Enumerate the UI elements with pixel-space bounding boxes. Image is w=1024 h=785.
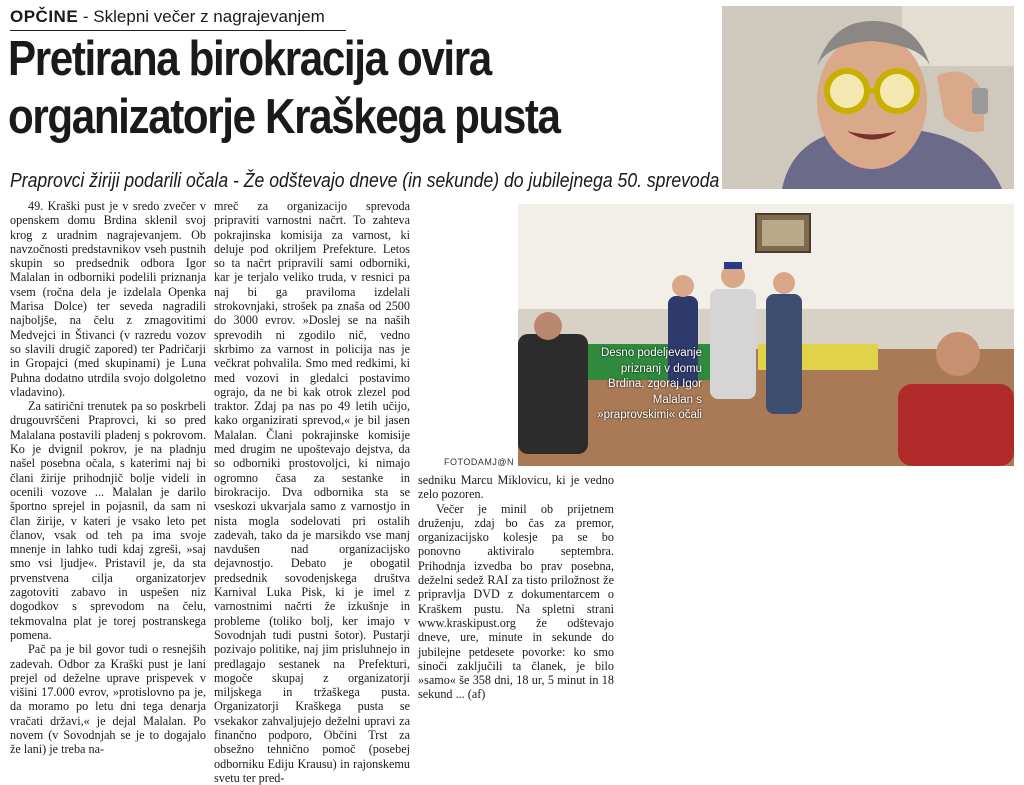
paragraph: Za satirični trenutek pa so poskrbeli drugouvrščeni Praprovci, ki so pred Malalana postavili pladenj s pokrovom. Ko je dvignil pokrov, je na pladnju našel posebna očala, s katerimi naj bi člani žirije prihodnjič bolje videli in ocenili vozove ... Malalan je darilo športno sprejel in pojasnil, da sam ni član žirije, v kateri je vsako leto pet članov, vsak od teh pa ima svoje mnenje in lahko tudi kdaj zgreši, »saj smo vsi ljudje«. Pristavil je, da sta prvenstvena cilja organizatorjev zagotoviti zabavo in uspešen niz dogodkov s sprevodom na čelu, tekmovalna plat je torej postranskega pomena.: [10, 399, 206, 642]
paragraph: sedniku Marcu Miklovicu, ki je vedno zelo pozoren.: [418, 473, 614, 502]
headline-line-1: Pretirana birokracija ovira: [8, 32, 491, 86]
headline-line-2: organizatorje Kraškega pusta: [8, 90, 560, 144]
section-kicker: [10, 6, 325, 28]
headline: [8, 30, 620, 146]
paragraph: mreč za organizacijo sprevoda pripraviti varnostni načrt. To zahteva pokrajinska komisija za varnost, ki deluje pod okriljem Prefekture. Letos so ta načrt pripravili sami odborniki, kar je terjalo veliko truda, v resnici pa naj bi ga praviloma izdelali strokovnjaki, strošek pa znaša od 2500 do 3000 evrov. »Doslej se na naših sprevodih ni zgodilo nič, vedno skrbimo za varnost in policija nas je večkrat pohvalila. Smo med redkimi, ki med vozovi in gledalci postavimo ograjo, da ne bi kak otrok zlezel pod traktor. Zdaj pa nas po 49 letih učijo, kako organizirati sprevod,« je bil jasen Malalan. Člani pokrajinske komisije med drugim ne upoštevajo dejstva, da so odborniki prostovoljci, ki nimajo ogromno časa za sestanke in birokracijo. Dva odbornika sta se vseskozi ukvarjala samo z varnostjo in nista mogla sodelovati pri ostalih zadevah, tako da je marsikdo vse manj navdušen nad organizacijsko dejavnostjo. Debato je obogatil predsednik sovodenjskega društva Karnival Luka Pisk, ki je imel z varnostnimi načrti že izkušnje in probleme (toliko bolj, ker imajo v Sovodnjah tudi pustni šotor). Pustarji pozivajo politike, naj jim prisluhnejo in predlagajo sestanek na Prefekturi, mogoče skupaj z organizatorji miljskega in tržaškega pusta. Organizatorji Kraškega pusta se vsekakor zahvaljujejo deželni upravi za finančno podporo, Občini Trst za obsežno tehnično pomoč (posebej odborniku Ediju Krausu) in rajonskemu svetu ter pred-: [214, 199, 410, 785]
ceremony-illustration: [518, 204, 1014, 466]
subtitle: Praprovci žiriji podarili očala - Že odštevajo dneve (in sekunde) do jubilejnega 50. sprevoda: [10, 170, 720, 192]
portrait-photo: [722, 6, 1014, 189]
paragraph: Večer je minil ob prijetnem druženju, zdaj bo čas za premor, organizacijsko kolesje pa se bo ponovno aktiviralo septembra. Prihodnja izvedba bo prav posebna, deželni sedež RAI za tisto priložnost že pripravlja DVD z dokumentarcem o Kraškem pustu. Na spletni strani www.kraskipust.org že odštevajo dneve, ure, minute in sekunde do jubilejne petdesete povorke: ko smo sinoči zaključili ta članek, je bilo »samo« še 358 dni, 18 ur, 5 minut in 18 sekund ... (af): [418, 501, 614, 702]
photo-credit: FOTODAMJ@N: [444, 457, 514, 467]
paragraph: Pač pa je bil govor tudi o resnejših zadevah. Odbor za Kraški pust je lani prejel od deželne uprave prispevek v višini 17.000 evrov, »protislovno pa je, da moramo po letu dni tega denarja vračati državi,« je dejal Malalan. Po novem (v Sovodnjah se je to dogajalo že lani) je treba na-: [10, 642, 206, 757]
photo-caption: Desno podeljevanje priznanj v domu Brdina, zgoraj Igor Malalan s »praprovskimi« očali: [597, 347, 702, 421]
section-topic: - Sklepni večer z nagrajevanjem: [78, 7, 325, 26]
portrait-illustration: [722, 6, 1014, 189]
section-name: OPČINE: [10, 7, 79, 26]
paragraph: 49. Kraški pust je v sredo zvečer v openskem domu Brdina sklenil svoj krog z uradnim nagrajevanjem. Ob navzočnosti predstavnikov vseh pustnih skupin so predsednik odbora Igor Malalan in odborniki podelili priznanja vsem (ročna dela je izdelala Openka Marisa Dolce) ter seveda nagradili najboljše, na čelu z zmagovitimi Medvejci in Štivanci (v razredu vozov so slavili drugič zapored) ter Padričarji in Gropajci (med skupinami) je Luna Puhna dodatno utrdila svojo dolgoletno vladavino).: [10, 199, 206, 399]
article-column-1: [10, 199, 206, 757]
ceremony-photo: [518, 204, 1014, 466]
article-column-2: [214, 199, 410, 785]
article-column-3: [418, 473, 614, 702]
